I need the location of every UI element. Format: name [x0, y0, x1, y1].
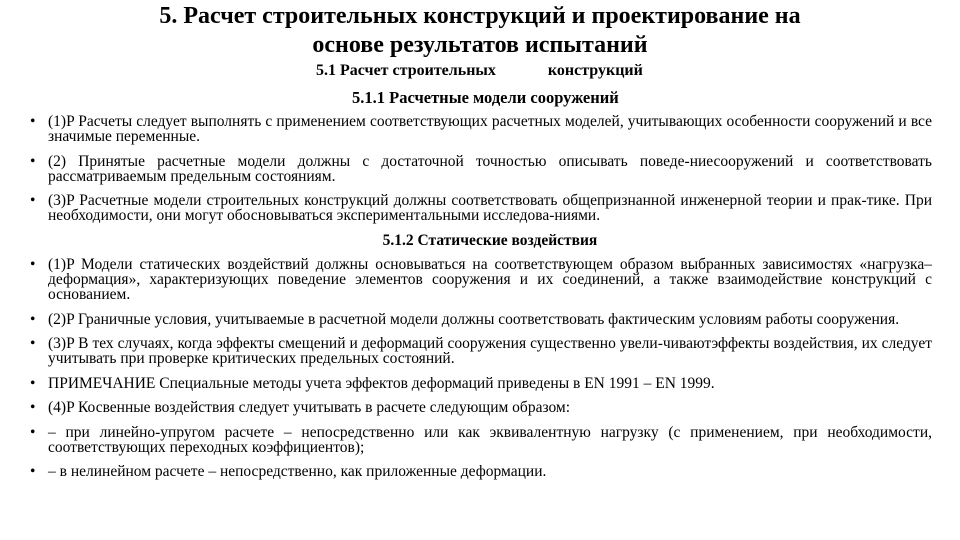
bullet-item: • (2) Принятые расчетные модели должны с достаточной точностью описывать поведе-ниесооружений и соответствовать рассматриваемым предельным состояниям. — [48, 154, 932, 184]
bullet-item: • – при линейно-упругом расчете – непосредственно или как эквивалентную нагрузку (с применением, при необходимости, соответствующих переходных коэффициентов); — [48, 425, 932, 455]
section-heading-5-1 — [316, 61, 643, 81]
slide-title — [60, 2, 900, 60]
bullet-item: • (4)P Косвенные воздействия следует учитывать в расчете следующим образом: — [48, 400, 932, 415]
bullet-item-note: • ПРИМЕЧАНИЕ Специальные методы учета эффектов деформаций приведены в EN 1991 – EN 1999. — [48, 376, 932, 391]
section-heading-5-1-part-2: конструкций — [547, 62, 643, 79]
slide-title-line-1: 5. Расчет строительных конструкций и проектирование на — [159, 3, 801, 29]
section-heading-5-1-part-1: 5.1 Расчет строительных — [316, 62, 496, 79]
section-heading-5-1-2: 5.1.2 Статические воздействия — [382, 231, 598, 249]
bullet-item: • (3)P В тех случаях, когда эффекты смещений и деформаций сооружения существенно увели-чиваютэффекты воздействия, их следует учитывать при проверке критических предельных состояний. — [48, 336, 932, 366]
bullet-item: • (3)P Расчетные модели строительных конструкций должны соответствовать общепризнанной инженерной теории и прак-тике. При необходимости, они могут обосновываться экспериментальными исследова-ниями. — [48, 193, 932, 223]
section-heading-5-1-1: 5.1.1 Расчетные модели сооружений — [352, 88, 619, 107]
bullet-item: • (2)P Граничные условия, учитываемые в расчетной модели должны соответствовать фактическим условиям работы сооружения. — [48, 312, 932, 327]
bullet-list — [48, 114, 932, 489]
bullet-item: • (1)P Расчеты следует выполнять с применением соответствующих расчетных моделей, учитывающих особенности сооружений и все значимые переменные. — [48, 114, 932, 144]
slide-title-line-2: основе результатов испытаний — [312, 32, 648, 58]
bullet-item: • (1)P Модели статических воздействий должны основываться на соответствующем образом выбранных зависимостях «нагрузка–деформация», характеризующих поведение элементов сооружения и их соединений, а также взаимодействие конструкций с основанием. — [48, 257, 932, 302]
bullet-item: • – в нелинейном расчете – непосредственно, как приложенные деформации. — [48, 464, 932, 479]
